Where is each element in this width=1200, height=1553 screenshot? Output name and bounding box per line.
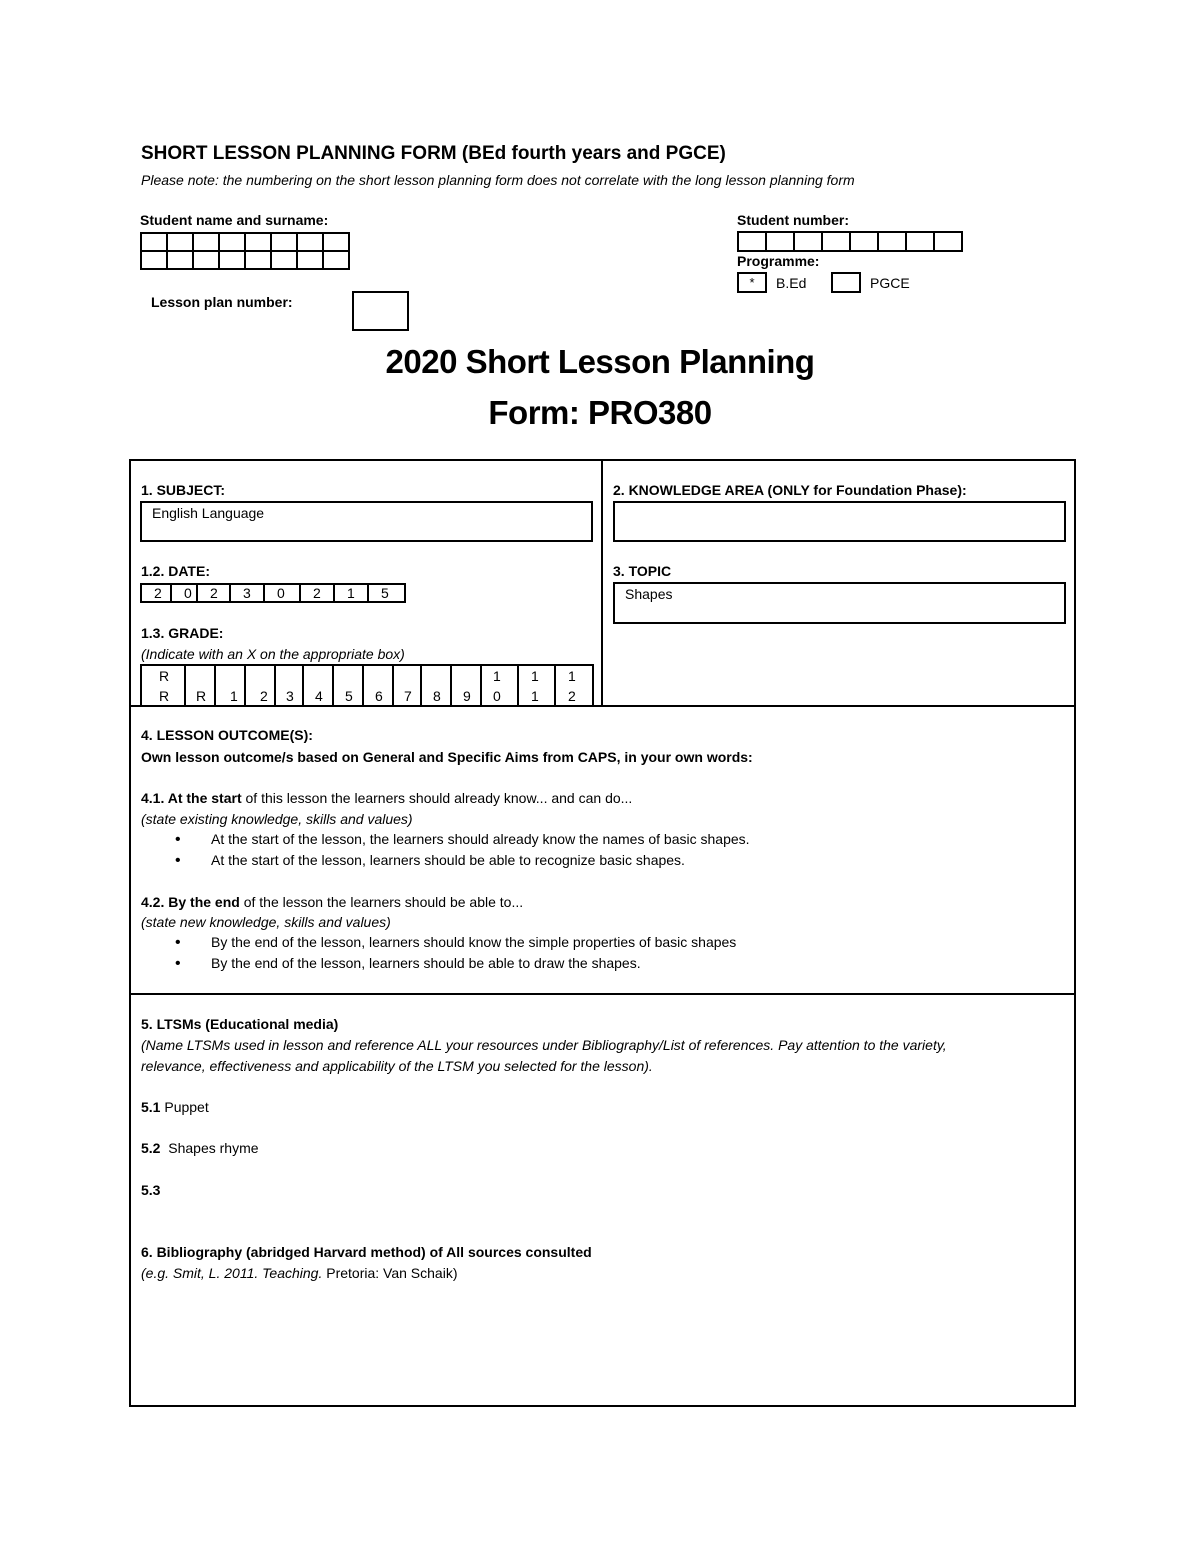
date-digit: 0 (172, 585, 198, 601)
outcome-end-line (141, 894, 523, 910)
grade-cell-bottom: 5 (345, 688, 353, 704)
subject-field[interactable] (140, 501, 593, 542)
grade-cell-bottom: 4 (315, 688, 323, 704)
grade-cell-bottom: 0 (493, 688, 501, 704)
row-divider-2 (129, 993, 1076, 995)
programme-pgce-checkbox[interactable] (831, 272, 861, 293)
grade-cell-3[interactable] (276, 666, 304, 706)
page-title-line1: 2020 Short Lesson Planning (385, 343, 815, 380)
ltsm-hint-line1: (Name LTSMs used in lesson and reference ALL your resources under Bibliography/List of references. Pay attention to the variety, (141, 1037, 947, 1053)
list-item: • By the end of the lesson, learners should be able to draw the shapes. (141, 953, 736, 974)
programme-label: Programme: (737, 253, 820, 269)
grade-cell-rr[interactable] (142, 666, 186, 706)
grade-cell-top: 1 (493, 668, 501, 684)
grade-cell-top: R (159, 668, 170, 684)
student-name-boxes[interactable] (140, 232, 350, 270)
grade-cell-10[interactable] (482, 666, 519, 706)
grade-cell-8[interactable] (422, 666, 452, 706)
grade-cell-7[interactable] (394, 666, 422, 706)
ltsm-item-number: 5.3 (141, 1182, 161, 1198)
ltsm-item-3 (141, 1182, 160, 1198)
grade-cell-12[interactable] (556, 666, 594, 706)
grade-cell-bottom: 9 (463, 688, 471, 704)
outcome-start-list (141, 829, 750, 871)
form-note: Please note: the numbering on the short lesson planning form does not correlate with the long lesson planning form (141, 172, 855, 188)
outcome-start-line (141, 790, 632, 806)
grade-cell-9[interactable] (452, 666, 482, 706)
grade-field[interactable] (140, 664, 594, 706)
date-digit: 2 (142, 585, 172, 601)
list-item: • At the start of the lesson, learners should be able to recognize basic shapes. (141, 850, 750, 871)
grade-cell-top: 1 (531, 668, 539, 684)
ltsm-item-text: Puppet (160, 1099, 209, 1115)
form-title: SHORT LESSON PLANNING FORM (BEd fourth years and PGCE) (141, 143, 726, 164)
student-number-boxes[interactable] (737, 231, 963, 252)
ltsm-item-text: Shapes rhyme (160, 1140, 259, 1156)
outcome-end-hint: (state new knowledge, skills and values) (141, 914, 391, 930)
student-name-grid[interactable] (140, 232, 350, 270)
date-label: 1.2. DATE: (141, 563, 210, 579)
grade-cell-5[interactable] (334, 666, 364, 706)
programme-pgce-label: PGCE (870, 275, 910, 291)
grade-cell-bottom: 3 (286, 688, 294, 704)
bibliography-example-title: Teaching. (262, 1265, 323, 1281)
lesson-plan-number-box[interactable] (352, 291, 409, 331)
grade-cell-2[interactable] (246, 666, 276, 706)
outcome-start-bold: 4.1. At the start (141, 790, 242, 806)
outcome-end-bold: 4.2. By the end (141, 894, 240, 910)
programme-bed-mark: * (749, 275, 755, 290)
bibliography-example-pre: (e.g. Smit, L. 2011. (141, 1265, 263, 1281)
grade-hint: (Indicate with an X on the appropriate box) (141, 646, 405, 662)
grade-cell-bottom: 7 (404, 688, 412, 704)
grade-cell-11[interactable] (519, 666, 556, 706)
date-digit: 5 (369, 585, 406, 601)
ltsm-item-number: 5.1 (141, 1099, 161, 1115)
date-digit: 2 (301, 585, 335, 601)
grade-cell-1[interactable] (216, 666, 246, 706)
list-item: • By the end of the lesson, learners should know the simple properties of basic shapes (141, 932, 736, 953)
grade-cell-4[interactable] (304, 666, 334, 706)
column-divider (601, 459, 603, 706)
grade-cell-6[interactable] (364, 666, 394, 706)
lesson-outcomes-subheading: Own lesson outcome/s based on General and Specific Aims from CAPS, in your own words: (141, 749, 753, 765)
grade-cell-bottom: R (196, 688, 207, 704)
programme-bed-label: B.Ed (776, 275, 807, 291)
date-digit: 1 (335, 585, 369, 601)
ltsm-item-number: 5.2 (141, 1140, 161, 1156)
student-number-label: Student number: (737, 212, 849, 228)
date-digit: 0 (265, 585, 301, 601)
ltsm-item-1 (141, 1099, 209, 1115)
list-item: • At the start of the lesson, the learners should already know the names of basic shapes. (141, 829, 750, 850)
grade-cell-bottom: 8 (433, 688, 441, 704)
grade-cell-bottom: R (159, 688, 170, 704)
ltsm-item-2 (141, 1140, 259, 1156)
topic-field[interactable] (613, 582, 1066, 624)
programme-bed-checkbox[interactable] (737, 272, 767, 293)
ltsm-hint-line2: relevance, effectiveness and applicability of the LTSM you selected for the lesson). (141, 1058, 653, 1074)
grade-label: 1.3. GRADE: (141, 625, 224, 641)
bibliography-example (141, 1265, 457, 1281)
knowledge-area-label: 2. KNOWLEDGE AREA (ONLY for Foundation Phase): (613, 482, 967, 498)
grade-cell-bottom: 6 (375, 688, 383, 704)
knowledge-area-field[interactable] (613, 501, 1066, 542)
lesson-outcomes-heading: 4. LESSON OUTCOME(S): (141, 727, 313, 743)
topic-value: Shapes (625, 586, 673, 602)
outcome-end-list (141, 932, 736, 974)
topic-label: 3. TOPIC (613, 563, 672, 579)
grade-cell-bottom: 2 (260, 688, 268, 704)
outcome-start-hint: (state existing knowledge, skills and values) (141, 811, 413, 827)
outcome-start-rest: of this lesson the learners should already know... and can do... (241, 790, 633, 806)
grade-cell-bottom: 1 (531, 688, 539, 704)
subject-label: 1. SUBJECT: (141, 482, 226, 498)
bibliography-example-post: Pretoria: Van Schaik) (322, 1265, 458, 1281)
student-name-label: Student name and surname: (140, 212, 329, 228)
outcome-end-rest: of the lesson the learners should be able to... (239, 894, 524, 910)
grade-cell-r[interactable] (186, 666, 216, 706)
grade-cell-bottom: 1 (230, 688, 238, 704)
bibliography-heading: 6. Bibliography (abridged Harvard method) of All sources consulted (141, 1244, 592, 1260)
grade-cell-bottom: 2 (568, 688, 576, 704)
date-field[interactable] (140, 583, 406, 603)
lesson-plan-number-label: Lesson plan number: (151, 294, 293, 310)
ltsm-heading: 5. LTSMs (Educational media) (141, 1016, 339, 1032)
student-number-grid[interactable] (737, 231, 963, 252)
page-title-line2: Form: PRO380 (488, 394, 712, 431)
grade-cell-top: 1 (568, 668, 576, 684)
subject-value: English Language (152, 505, 265, 521)
date-digit: 3 (231, 585, 265, 601)
date-digit: 2 (198, 585, 231, 601)
